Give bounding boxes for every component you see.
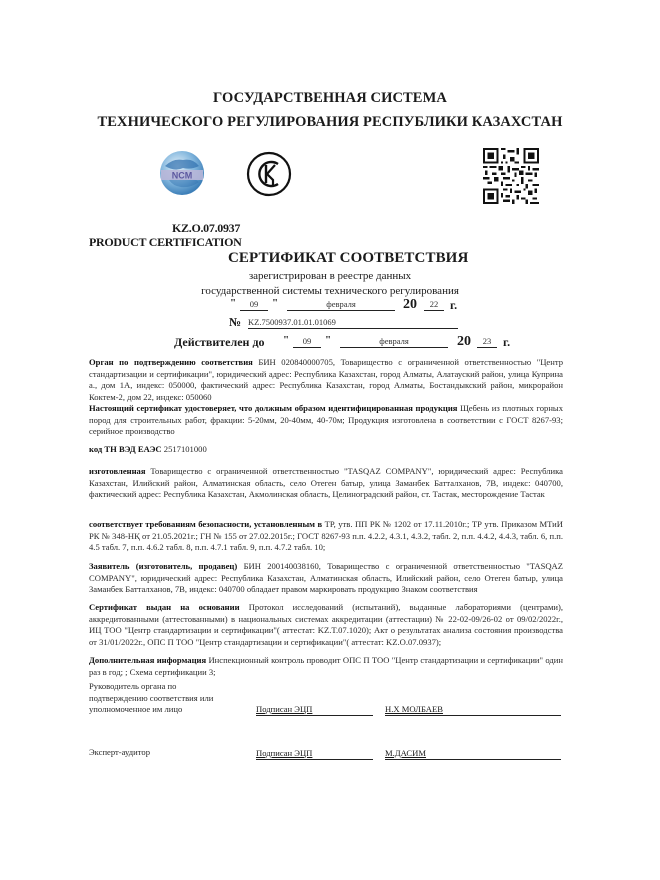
section-label: код ТН ВЭД ЕАЭС <box>89 444 162 454</box>
signed-ecp: Подписан ЭЦП <box>256 747 373 760</box>
signer-role-line: уполномоченное им лицо <box>89 704 183 715</box>
section-text: БИН 200140038160, Товарищество с ограниченной ответственностью "TASQAZ COMPANY", юридический адрес: Республика Казахстан, Алматинская область, Илийский район, село Отеген батыр, улица Заманбек Батталханов, 7В, индекс: 040700 обладает правом маркировать продукцию Знаком соответствия <box>89 561 564 595</box>
section-text: БИН 020840000705, Товарищество с ограниченной ответственностью "Центр стандартизации и сертификации", юридический адрес: Республика Казахстан, город Алматы, Алатауский район, улица Куприна а., дом 1А, индекс: 050000, фактический адрес: Республика Казахстан, город Алматы, Бостандыкский район, микрорайон Коктем-2, дом 22, индекс: 050060 <box>89 357 563 402</box>
section-issued-basis <box>89 602 563 648</box>
qr-code-icon <box>483 148 539 204</box>
section-label: изготовленная <box>89 466 146 476</box>
valid-date-day: 09 <box>293 335 321 348</box>
issue-date-suffix: г. <box>450 298 458 312</box>
issue-date-quote-close: " <box>272 297 279 309</box>
section-text: 2517101000 <box>163 444 207 454</box>
certificate-number-label: № <box>229 315 242 329</box>
section-text: Протокол исследований (испытаний), выданные лабораториями (центрами), аккредитованными (аттестованными) в национальных системах аккредитации (аттестации) № 22-02-09/26-02 от 09/02/2022г., ИЦ ТОО "Центр стандартизации и сертификации"( аттестат: KZ.T.07.1020); Акт о результатах анализа состояния производства от 31/01/2022г., ОПС П ТОО "Центр стандартизации и сертификации"( аттестат: KZ.O.07.0937); <box>89 602 564 647</box>
section-additional-info <box>89 655 563 678</box>
svg-text:NCM: NCM <box>171 170 193 181</box>
section-text: Инспекционный контроль проводит ОПС П ТОО "Центр стандартизации и сертификации" один раз в год; ; Схема сертификации 3; <box>89 655 563 677</box>
signer-name: М.ДАСИМ <box>385 747 561 760</box>
section-label: Дополнительная информация <box>89 655 207 665</box>
issue-date-year-prefix: 20 <box>403 297 417 312</box>
registered-line-1: зарегистрирован в реестре данных <box>248 270 412 282</box>
valid-until-label: Действителен до <box>174 335 265 349</box>
section-applicant <box>89 561 563 596</box>
section-product <box>89 403 563 438</box>
section-certification-body <box>89 357 563 403</box>
issue-date-day: 09 <box>240 298 268 311</box>
signer-role <box>89 681 249 716</box>
section-manufacturer <box>89 466 563 501</box>
valid-date-year: 23 <box>477 335 497 348</box>
valid-date-year-prefix: 20 <box>457 334 471 349</box>
kz-conformity-mark-icon <box>245 150 293 198</box>
header-line-2: ТЕХНИЧЕСКОГО РЕГУЛИРОВАНИЯ РЕСПУБЛИКИ КАЗАХСТАН <box>97 114 563 130</box>
certification-body-number: KZ.O.07.0937 <box>172 221 241 235</box>
valid-date-suffix: г. <box>503 335 511 349</box>
section-label: Сертификат выдан на основании <box>89 602 240 612</box>
section-text: Товарищество с ограниченной ответственностью "TASQAZ COMPANY", юридический адрес: Республика Казахстан, Илийский район, Алматинская область, село Отеген батыр, улица Заманбек Батталханов, 7В, индекс: 040700, фактический адрес: Республика Казахстан, Акмолинская область, Целиноградский район, ст. Тастак, месторождение Тастак <box>89 466 563 500</box>
valid-date-month: февраля <box>340 335 448 348</box>
issue-date-month: февраля <box>287 298 395 311</box>
signed-ecp: Подписан ЭЦП <box>256 703 373 716</box>
signer-role: Эксперт-аудитор <box>89 747 151 757</box>
registered-line-2: государственной системы технического регулирования <box>201 285 459 297</box>
issue-date-quote-open: " <box>230 297 237 309</box>
signer-role-line: Руководитель органа по <box>89 681 177 691</box>
section-label: Заявитель (изготовитель, продавец) <box>89 561 238 571</box>
section-label: соответствует требованиям безопасности, установленным в <box>89 519 323 529</box>
certificate-title: СЕРТИФИКАТ СООТВЕТСТВИЯ <box>228 250 469 266</box>
valid-date-quote-close: " <box>325 334 332 346</box>
signer-role-line: подтверждению соответствия или <box>89 692 214 703</box>
signer-name: Н.Х МОЛБАЕВ <box>385 703 561 716</box>
valid-date-quote-open: " <box>283 334 290 346</box>
issue-date-year: 22 <box>424 298 444 311</box>
section-text: ТР, утв. ПП РК № 1202 от 17.11.2010г.; ТР утв. Приказом МТиИ РК № 348-НҚ от 21.05.2021г.; ГН № 155 от 27.02.2015г.; ГОСТ 8267-93 п.п. 4.2.2, 4.3.1, 4.3.2, табл. 2, п.п. 4.4.2, 4.4.3, табл. 6, п.п. 4.5 табл. 7, п.п. 4.6.2 табл. 8, п.п. 4.7.1 табл. 9, п.п. 4.7.2 табл. 10; <box>89 519 563 553</box>
certificate-number: KZ.7500937.01.01.01069 <box>248 316 458 329</box>
section-tn-ved-code <box>89 444 563 456</box>
ncm-globe-logo-icon <box>157 148 207 198</box>
section-safety-requirements <box>89 519 563 554</box>
header-line-1: ГОСУДАРСТВЕННАЯ СИСТЕМА <box>213 90 447 106</box>
section-text: Щебень из плотных горных пород для строительных работ, фракции: 5-20мм, 20-40мм, 40-70м; Продукция изготовлена в соответствии с ГОСТ 8267-93; серийное производство <box>89 403 563 437</box>
section-label: Орган по подтверждению соответствия <box>89 357 253 367</box>
product-certification-label: PRODUCT CERTIFICATION <box>89 235 242 249</box>
section-label: Настоящий сертификат удостоверяет, что должным образом идентифицированная продукция <box>89 403 458 413</box>
